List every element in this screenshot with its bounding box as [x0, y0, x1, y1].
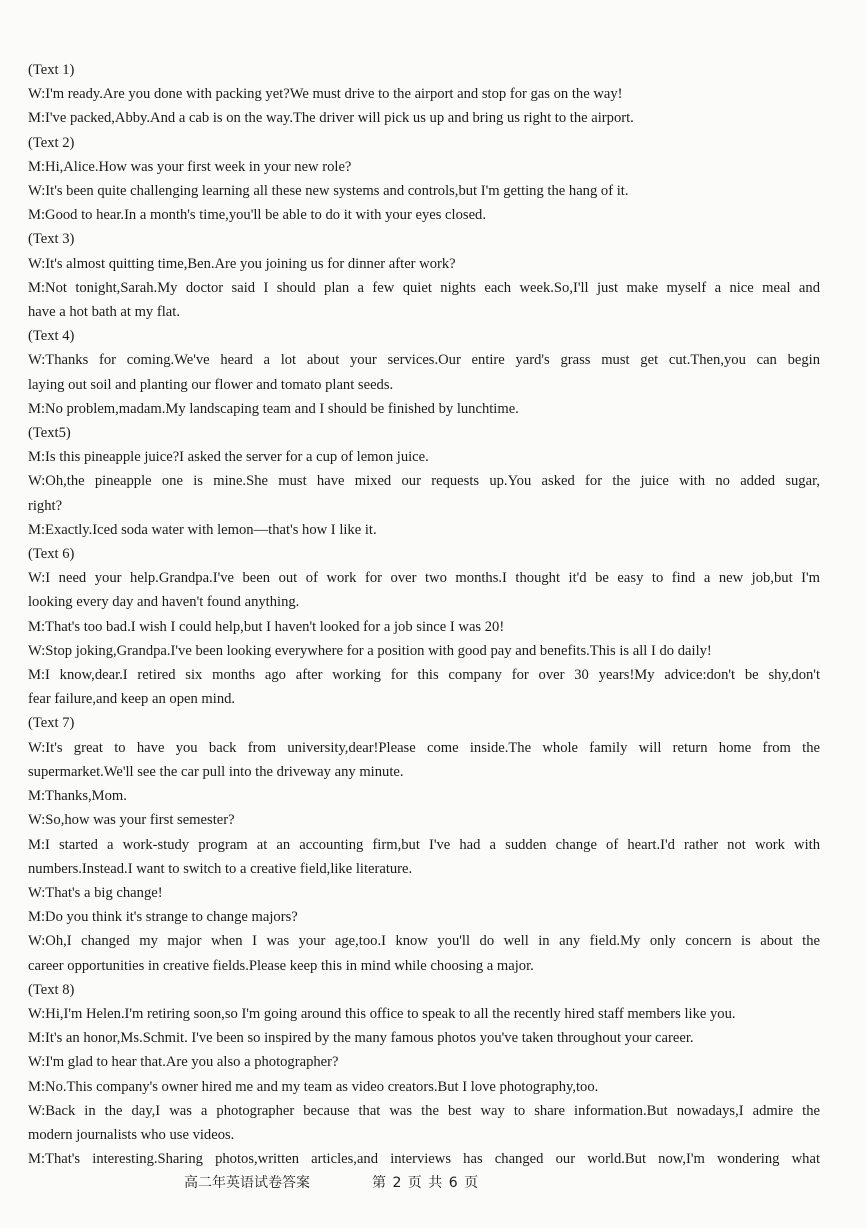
section-heading: (Text 2)	[28, 134, 75, 151]
footer-document-title: 高二年英语试卷答案	[184, 1175, 310, 1191]
transcript-line: W:Oh,I changed my major when I was your age,too.I know you'll do well in any field.My only concern is about the	[28, 933, 820, 950]
transcript-line: looking every day and haven't found anything.	[28, 594, 300, 611]
transcript-line: M:Good to hear.In a month's time,you'll be able to do it with your eyes closed.	[28, 207, 486, 224]
transcript-line: have a hot bath at my flat.	[28, 304, 180, 321]
transcript-line: career opportunities in creative fields.Please keep this in mind while choosing a major.	[28, 957, 534, 974]
transcript-line: W:It's great to have you back from university,dear!Please come inside.The whole family will return home from the	[28, 739, 820, 756]
transcript-line: W:Oh,the pineapple one is mine.She must have mixed our requests up.You asked for the juice with no added sugar,	[28, 473, 820, 490]
transcript-line: M:I've packed,Abby.And a cab is on the way.The driver will pick us up and bring us right to the airport.	[28, 110, 634, 127]
section-heading: (Text 3)	[28, 231, 75, 248]
transcript-line: M:I know,dear.I retired six months ago after working for this company for over 30 years!My advice:don't be shy,don't	[28, 667, 820, 684]
transcript-line: W:It's been quite challenging learning all these new systems and controls,but I'm getting the hang of it.	[28, 183, 629, 200]
page-footer	[0, 1172, 867, 1198]
transcript-line: W:It's almost quitting time,Ben.Are you joining us for dinner after work?	[28, 255, 456, 272]
section-heading: (Text 4)	[28, 328, 75, 345]
section-heading: (Text 6)	[28, 546, 75, 563]
transcript-line: laying out soil and planting our flower and tomato plant seeds.	[28, 376, 394, 393]
transcript-line: M:Thanks,Mom.	[28, 788, 127, 805]
transcript-line: numbers.Instead.I want to switch to a creative field,like literature.	[28, 860, 413, 877]
transcript-line: M:Not tonight,Sarah.My doctor said I should plan a few quiet nights each week.So,I'll just make myself a nice meal and	[28, 279, 820, 296]
section-heading: (Text 7)	[28, 715, 75, 732]
transcript-line: W:I'm ready.Are you done with packing yet?We must drive to the airport and stop for gas on the way!	[28, 86, 623, 103]
transcript-line: M:That's too bad.I wish I could help,but I haven't looked for a job since I was 20!	[28, 618, 505, 635]
transcript-line: M:No.This company's owner hired me and my team as video creators.But I love photography,too.	[28, 1078, 599, 1095]
transcript-line: M:No problem,madam.My landscaping team and I should be finished by lunchtime.	[28, 400, 519, 417]
transcript-line: W:I need your help.Grandpa.I've been out of work for over two months.I thought it'd be easy to find a new job,but I'm	[28, 570, 820, 587]
transcript-line: right?	[28, 497, 63, 514]
transcript-line: M:Hi,Alice.How was your first week in your new role?	[28, 158, 352, 175]
transcript-line: W:That's a big change!	[28, 884, 163, 901]
transcript-line: W:Stop joking,Grandpa.I've been looking everywhere for a position with good pay and benefits.This is all I do daily!	[28, 642, 712, 659]
footer-page-number: 第 2 页 共 6 页	[372, 1175, 480, 1191]
section-heading: (Text5)	[28, 425, 71, 442]
transcript-line: W:Hi,I'm Helen.I'm retiring soon,so I'm going around this office to speak to all the recently hired staff members like you.	[28, 1005, 736, 1022]
transcript-line: M:That's interesting.Sharing photos,written articles,and interviews has changed our world.But now,I'm wondering what	[28, 1151, 820, 1168]
section-heading: (Text 8)	[28, 981, 75, 998]
transcript-line: supermarket.We'll see the car pull into the driveway any minute.	[28, 763, 404, 780]
transcript-line: W:Thanks for coming.We've heard a lot about your services.Our entire yard's grass must get cut.Then,you can begin	[28, 352, 820, 369]
transcript-line: W:I'm glad to hear that.Are you also a photographer?	[28, 1054, 339, 1071]
transcript-line: modern journalists who use videos.	[28, 1126, 235, 1143]
transcript-line: M:Is this pineapple juice?I asked the server for a cup of lemon juice.	[28, 449, 429, 466]
transcript-line: M:Do you think it's strange to change majors?	[28, 909, 298, 926]
transcript-line: M:It's an honor,Ms.Schmit. I've been so inspired by the many famous photos you've taken throughout your career.	[28, 1030, 694, 1047]
transcript-line: M:I started a work-study program at an accounting firm,but I've had a sudden change of heart.I'd rather not work with	[28, 836, 820, 853]
section-heading: (Text 1)	[28, 62, 75, 78]
transcript-line: W:Back in the day,I was a photographer because that was the best way to share information.But nowadays,I admire the	[28, 1102, 820, 1119]
transcript-body	[28, 58, 820, 1171]
transcript-line: W:So,how was your first semester?	[28, 812, 235, 829]
transcript-line: M:Exactly.Iced soda water with lemon—that's how I like it.	[28, 521, 377, 538]
transcript-line: fear failure,and keep an open mind.	[28, 691, 236, 708]
